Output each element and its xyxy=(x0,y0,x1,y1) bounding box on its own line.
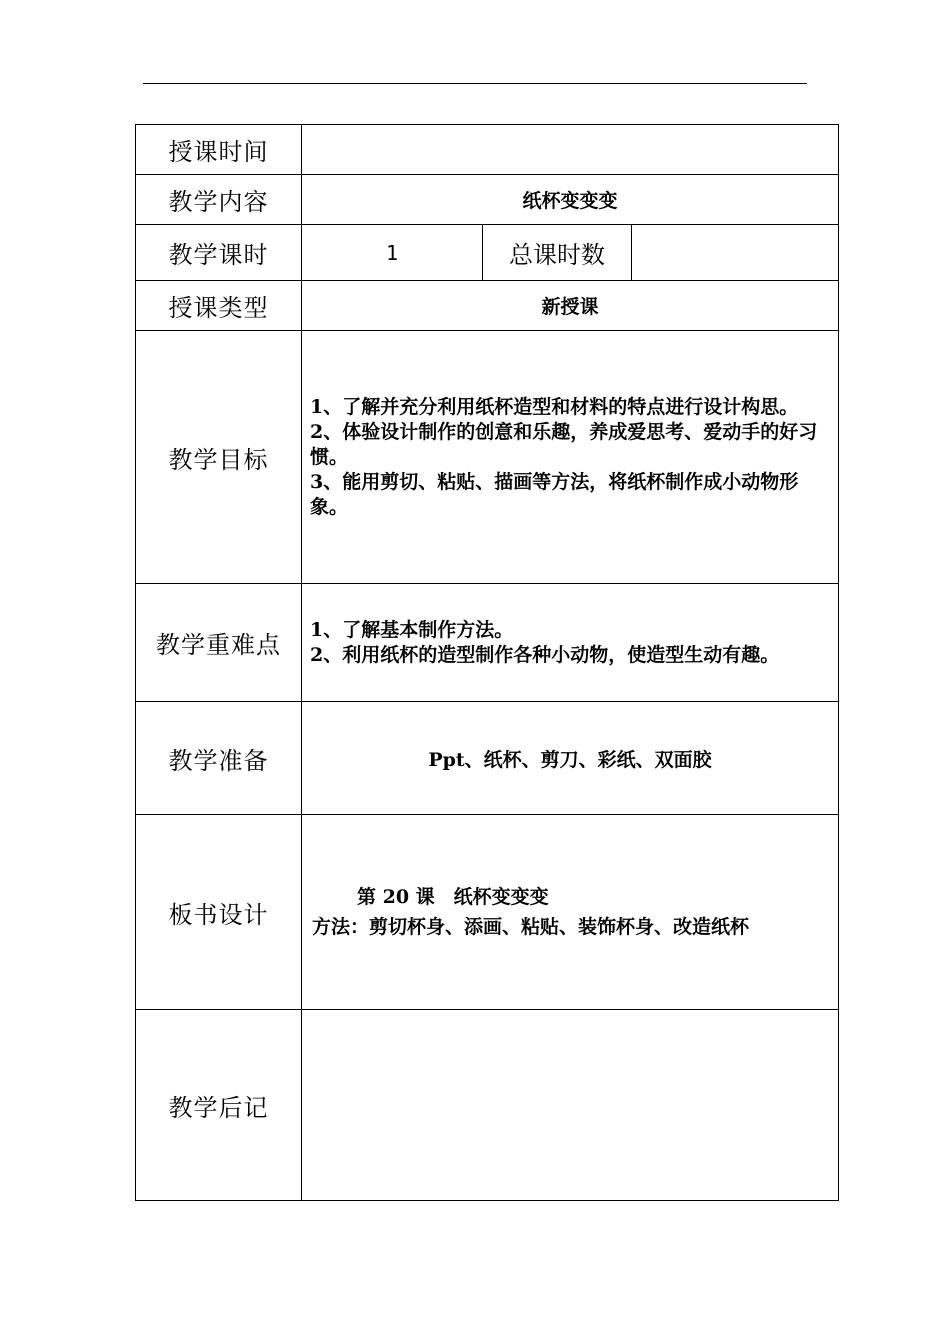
label-time: 授课时间 xyxy=(136,125,302,175)
value-content: 纸杯变变变 xyxy=(302,175,839,225)
label-total-hours: 总课时数 xyxy=(483,225,632,281)
value-reflection xyxy=(302,1010,839,1201)
value-time xyxy=(302,125,839,175)
label-hours: 教学课时 xyxy=(136,225,302,281)
goal-item: 3、能用剪切、粘贴、描画等方法，将纸杯制作成小动物形象。 xyxy=(310,470,799,518)
value-hours: 1 xyxy=(302,225,483,281)
value-key-points xyxy=(302,584,839,702)
row-reflection xyxy=(136,1010,839,1201)
label-board: 板书设计 xyxy=(136,815,302,1010)
label-goals: 教学目标 xyxy=(136,331,302,584)
value-goals xyxy=(302,331,839,584)
row-board xyxy=(136,815,839,1010)
row-hours xyxy=(136,225,839,281)
key-point-item: 2、利用纸杯的造型制作各种小动物，使造型生动有趣。 xyxy=(310,643,780,666)
key-point-item: 1、了解基本制作方法。 xyxy=(310,618,514,641)
label-content: 教学内容 xyxy=(136,175,302,225)
header-rule xyxy=(143,83,807,84)
board-title: 第 20 课 纸杯变变变 xyxy=(357,886,549,908)
goal-item: 1、了解并充分利用纸杯造型和材料的特点进行设计构思。 xyxy=(310,395,799,418)
label-reflection: 教学后记 xyxy=(136,1010,302,1201)
label-prep: 教学准备 xyxy=(136,702,302,815)
row-time xyxy=(136,125,839,175)
value-board xyxy=(302,815,839,1010)
value-prep: Ppt、纸杯、剪刀、彩纸、双面胶 xyxy=(302,702,839,815)
row-goals xyxy=(136,331,839,584)
label-key-points: 教学重难点 xyxy=(136,584,302,702)
row-prep xyxy=(136,702,839,815)
goal-item: 2、体验设计制作的创意和乐趣，养成爱思考、爱动手的好习惯。 xyxy=(310,420,818,468)
board-method: 方法：剪切杯身、添画、粘贴、装饰杯身、改造纸杯 xyxy=(312,916,750,938)
row-type xyxy=(136,281,839,331)
row-content xyxy=(136,175,839,225)
value-total-hours xyxy=(632,225,839,281)
value-type: 新授课 xyxy=(302,281,839,331)
lesson-plan-table xyxy=(135,124,839,1201)
row-key-points xyxy=(136,584,839,702)
label-type: 授课类型 xyxy=(136,281,302,331)
